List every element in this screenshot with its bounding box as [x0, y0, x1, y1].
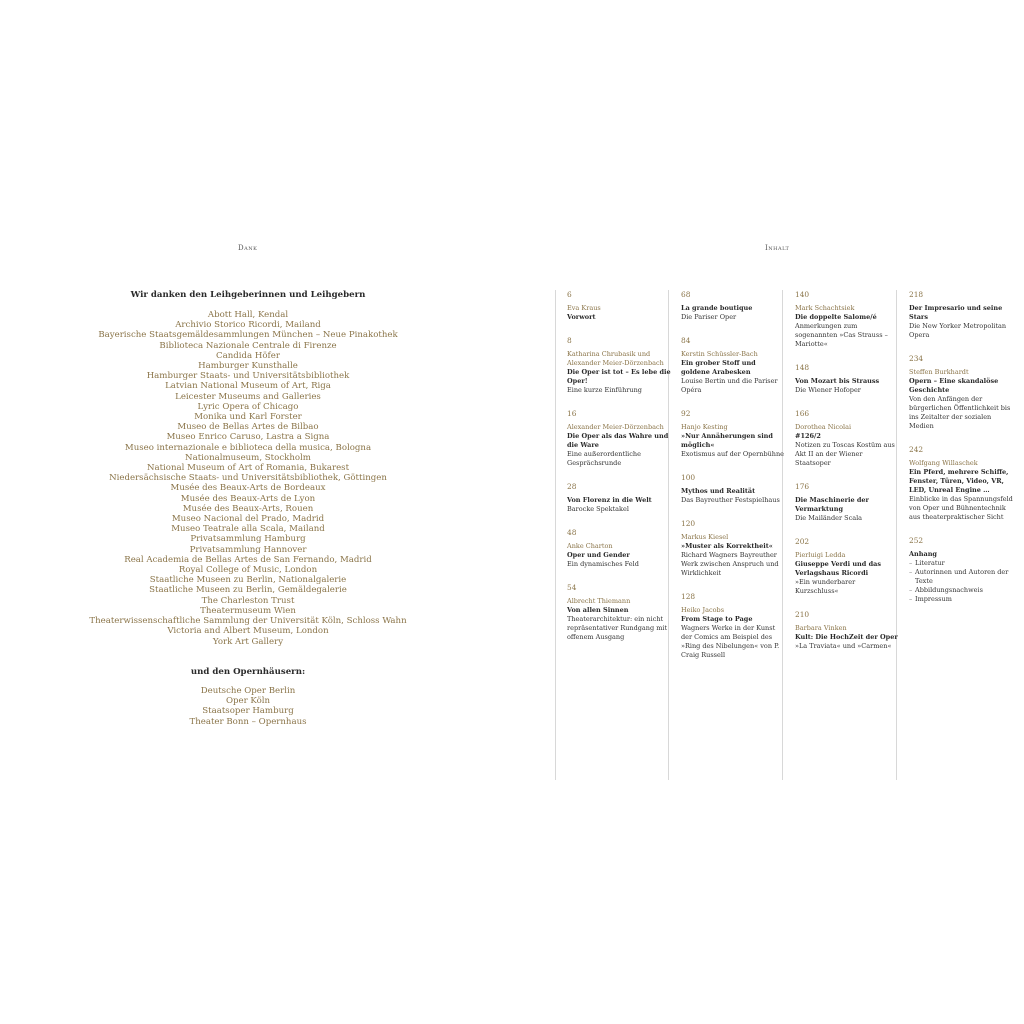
toc-author: Anke Charton: [567, 542, 613, 550]
toc-author: Wolfgang Willaschek: [909, 459, 978, 467]
opera-house-item: Deutsche Oper Berlin: [200, 686, 296, 696]
toc-page-number: 54: [567, 583, 577, 592]
toc-subtitle: Eine kurze Einführung: [567, 386, 642, 394]
toc-title: Der Impresario und seine Stars: [909, 304, 1003, 321]
toc-title: Die Oper ist tot – Es lebe die Oper!: [567, 368, 671, 385]
toc-entry: [909, 354, 1013, 431]
lender-item: Privatsammlung Hamburg: [190, 534, 306, 545]
toc-subtitle: Die Mailänder Scala: [795, 514, 863, 522]
lender-item: Museo Nacional del Prado, Madrid: [171, 514, 325, 525]
toc-author: Steffen Burkhardt: [909, 368, 969, 376]
toc-page-number: 92: [681, 409, 691, 418]
lender-item: Archivio Storico Ricordi, Mailand: [175, 320, 321, 331]
toc-entry: [909, 445, 1013, 522]
toc-entry: [681, 592, 785, 660]
lender-item: Biblioteca Nazionale Centrale di Firenze: [159, 340, 337, 351]
toc-title: Die Oper als das Wahre und die Ware: [567, 432, 669, 449]
lender-item: Leicester Museums and Galleries: [175, 391, 321, 402]
lender-item: Theaterwissenschaftliche Sammlung der Universität Köln, Schloss Wahn: [89, 616, 407, 627]
toc-appendix-item: – Abbildungsnachweis: [909, 586, 1013, 595]
toc-page-number: 128: [681, 592, 696, 601]
toc-title: From Stage to Page: [681, 615, 753, 623]
toc-appendix-item: – Autorinnen und Autoren der Texte: [909, 568, 1013, 586]
toc-page-number: 202: [795, 537, 810, 546]
toc-entry: [567, 290, 671, 322]
lender-item: Museo de Bellas Artes de Bilbao: [177, 422, 319, 433]
opera-house-item: Theater Bonn – Opernhaus: [189, 716, 307, 727]
toc-title: »Nur Annäherungen sind möglich«: [681, 432, 773, 449]
toc-subtitle: Die Wiener Hofoper: [795, 386, 861, 394]
toc-author: Alexander Meier-Dörzenbach: [567, 423, 664, 431]
toc-author: Markus Kiesel: [681, 533, 729, 541]
toc-author: Hanjo Kesting: [681, 423, 728, 431]
toc-entry: [681, 290, 785, 322]
lender-item: Royal College of Music, London: [178, 565, 318, 576]
toc-subtitle: Notizen zu Toscas Kostüm aus Akt II an der Wiener Staatsoper: [795, 441, 895, 467]
opera-houses-title: und den Opernhäusern:: [190, 667, 306, 677]
lender-item: Privatsammlung Hannover: [189, 544, 307, 555]
toc-appendix-item: – Impressum: [909, 595, 1013, 604]
toc-author: Heiko Jacobs: [681, 606, 725, 614]
toc-subtitle: »Ein wunderbarer Kurzschluss«: [795, 578, 856, 595]
toc-subtitle: Die New Yorker Metropolitan Opera: [909, 322, 1007, 339]
toc-title: Von Florenz in die Welt: [567, 496, 652, 504]
toc-author: Barbara Vinken: [795, 624, 847, 632]
toc-entry: [567, 583, 671, 642]
toc-title: Giuseppe Verdi und das Verlagshaus Ricordi: [795, 560, 881, 577]
opera-house-list: [0, 686, 496, 727]
toc-entry: [909, 290, 1013, 340]
toc-title: Die Maschinerie der Vermarktung: [795, 496, 869, 513]
toc-title: Ein grober Stoff und goldene Arabesken: [681, 359, 756, 376]
toc-entry: [681, 473, 785, 505]
toc-entry: [795, 409, 899, 468]
toc-entry: [795, 482, 899, 523]
toc-page-number: 166: [795, 409, 810, 418]
toc-title: Ein Pferd, mehrere Schiffe, Fenster, Türen, Video, VR, LED, Unreal Engine …: [909, 468, 1009, 494]
lender-item: Latvian National Museum of Art, Riga: [165, 381, 331, 392]
toc-page-number: 252: [909, 536, 924, 545]
opera-house-item: Oper Köln: [225, 696, 271, 707]
toc-page-number: 140: [795, 290, 810, 299]
toc-page-number: 28: [567, 482, 577, 491]
toc-author: Kerstin Schüssler-Bach: [681, 350, 758, 358]
toc-title: Mythos und Realität: [681, 487, 756, 495]
toc-entry: [909, 536, 1013, 604]
toc-entry: [795, 537, 899, 596]
toc-entry: [681, 519, 785, 578]
lender-item: Candida Höfer: [216, 350, 280, 361]
right-page-contents: [512, 0, 1024, 1024]
toc-column-3: [795, 290, 899, 665]
toc-entry: [795, 610, 899, 651]
toc-entry: [567, 528, 671, 569]
column-divider: [555, 290, 556, 780]
lender-item: Bayerische Staatsgemäldesammlungen München – Neue Pinakothek: [98, 330, 398, 341]
toc-title: Anhang: [909, 550, 937, 558]
lender-item: Real Academia de Bellas Artes de San Fernando, Madrid: [124, 554, 372, 565]
lender-item: York Art Gallery: [212, 636, 284, 647]
toc-title: Von Mozart bis Strauss: [795, 377, 880, 385]
toc-page-number: 100: [681, 473, 696, 482]
thanks-title: Wir danken den Leihgeberinnen und Leihgebern: [130, 290, 366, 300]
lender-item: Victoria and Albert Museum, London: [167, 626, 329, 637]
toc-subtitle: Theaterarchitektur: ein nicht repräsentativer Rundgang mit offenem Ausgang: [567, 615, 668, 641]
toc-author: Albrecht Thiemann: [567, 597, 631, 605]
toc-title: Kult: Die HochZeit der Oper: [795, 633, 898, 641]
toc-subtitle: Von den Anfängen der bürgerlichen Öffentlichkeit bis ins Zeitalter der sozialen Medien: [909, 395, 1011, 430]
toc-column-2: [681, 290, 785, 674]
toc-subtitle: »La Traviata« und »Carmen«: [795, 642, 892, 650]
lender-item: Nationalmuseum, Stockholm: [185, 452, 311, 463]
toc-page-number: 68: [681, 290, 691, 299]
toc-author: Katharina Chrubasik und Alexander Meier-Dörzenbach: [567, 350, 664, 367]
toc-subtitle: Wagners Werke in der Kunst der Comics am Beispiel des »Ring des Nibelungen« von P. Craig Russell: [681, 624, 780, 659]
toc-column-4: [909, 290, 1013, 618]
toc-page-number: 234: [909, 354, 924, 363]
toc-subtitle: Barocke Spektakel: [567, 505, 629, 513]
toc-page-number: 242: [909, 445, 924, 454]
lender-item: Niedersächsische Staats- und Universitätsbibliothek, Göttingen: [109, 473, 387, 484]
toc-subtitle: Louise Bertin und die Pariser Opéra: [681, 377, 778, 394]
toc-author: Mark Schachtsiek: [795, 304, 855, 312]
toc-page-number: 218: [909, 290, 924, 299]
toc-author: Pierluigi Ledda: [795, 551, 846, 559]
lender-item: Museo internazionale e biblioteca della musica, Bologna: [124, 442, 372, 453]
toc-title: La grande boutique: [681, 304, 753, 312]
toc-author: Dorothea Nicolai: [795, 423, 852, 431]
toc-author: Eva Kraus: [567, 304, 601, 312]
lender-item: Staatliche Museen zu Berlin, Nationalgalerie: [149, 575, 347, 586]
toc-subtitle: Exotismus auf der Opernbühne: [681, 450, 785, 458]
toc-title: #126/2: [795, 432, 821, 440]
running-head-dank: Dank: [238, 244, 258, 252]
toc-title: Vorwort: [567, 313, 596, 321]
toc-subtitle: Das Bayreuther Festspielhaus: [681, 496, 780, 504]
toc-subtitle: Richard Wagners Bayreuther Werk zwischen Anspruch und Wirklichkeit: [681, 551, 779, 577]
toc-subtitle: Einblicke in das Spannungsfeld von Oper und Bühnentechnik aus theaterpraktischer Sicht: [909, 495, 1013, 521]
toc-entry: [567, 336, 671, 395]
toc-title: »Muster als Korrektheit«: [681, 542, 773, 550]
toc-page-number: 6: [567, 290, 572, 299]
lender-item: Musée des Beaux-Arts de Lyon: [180, 493, 316, 504]
toc-page-number: 176: [795, 482, 810, 491]
toc-entry: [681, 409, 785, 459]
lender-item: Musée des Beaux-Arts de Bordeaux: [170, 483, 326, 494]
lender-item: Theatermuseum Wien: [200, 605, 296, 616]
lender-item: Hamburger Staats- und Universitätsbibliothek: [146, 371, 350, 382]
lender-item: Museo Teatrale alla Scala, Mailand: [171, 524, 325, 535]
toc-appendix-item: – Literatur: [909, 559, 1013, 568]
toc-page-number: 210: [795, 610, 810, 619]
toc-page-number: 8: [567, 336, 572, 345]
lender-item: Lyric Opera of Chicago: [197, 401, 299, 412]
lender-item: Museo Enrico Caruso, Lastra a Signa: [166, 432, 330, 443]
running-head-inhalt: Inhalt: [765, 244, 790, 252]
toc-page-number: 48: [567, 528, 577, 537]
lender-item: Hamburger Kunsthalle: [198, 361, 298, 372]
lender-item: Staatliche Museen zu Berlin, Gemäldegalerie: [149, 585, 347, 596]
toc-page-number: 84: [681, 336, 691, 345]
toc-entry: [795, 290, 899, 349]
toc-page-number: 16: [567, 409, 577, 418]
toc-page-number: 148: [795, 363, 810, 372]
toc-entry: [567, 482, 671, 514]
toc-title: Oper und Gender: [567, 551, 630, 559]
toc-subtitle: Anmerkungen zum sogenannten »Cas Strauss – Mariotte«: [795, 322, 888, 348]
opera-house-item: Staatsoper Hamburg: [202, 706, 294, 717]
toc-subtitle: Ein dynamisches Feld: [567, 560, 639, 568]
lender-list: [0, 310, 496, 647]
lender-item: The Charleston Trust: [201, 595, 295, 606]
toc-entry: [681, 336, 785, 395]
toc-title: Opern – Eine skandalöse Geschichte: [909, 377, 999, 394]
toc-title: Von allen Sinnen: [567, 606, 629, 614]
toc-subtitle: Die Pariser Oper: [681, 313, 737, 321]
toc-subtitle: Eine außerordentliche Gesprächsrunde: [567, 450, 641, 467]
lender-item: Monika und Karl Forster: [194, 412, 302, 423]
toc-page-number: 120: [681, 519, 696, 528]
toc-title: Die doppelte Salome/é: [795, 313, 877, 321]
toc-entry: [567, 409, 671, 468]
lender-item: National Museum of Art of Romania, Bukarest: [146, 463, 350, 474]
lender-item: Abott Hall, Kendal: [207, 310, 289, 320]
toc-entry: [795, 363, 899, 395]
toc-column-1: [567, 290, 671, 656]
lender-item: Musée des Beaux-Arts, Rouen: [182, 503, 314, 514]
